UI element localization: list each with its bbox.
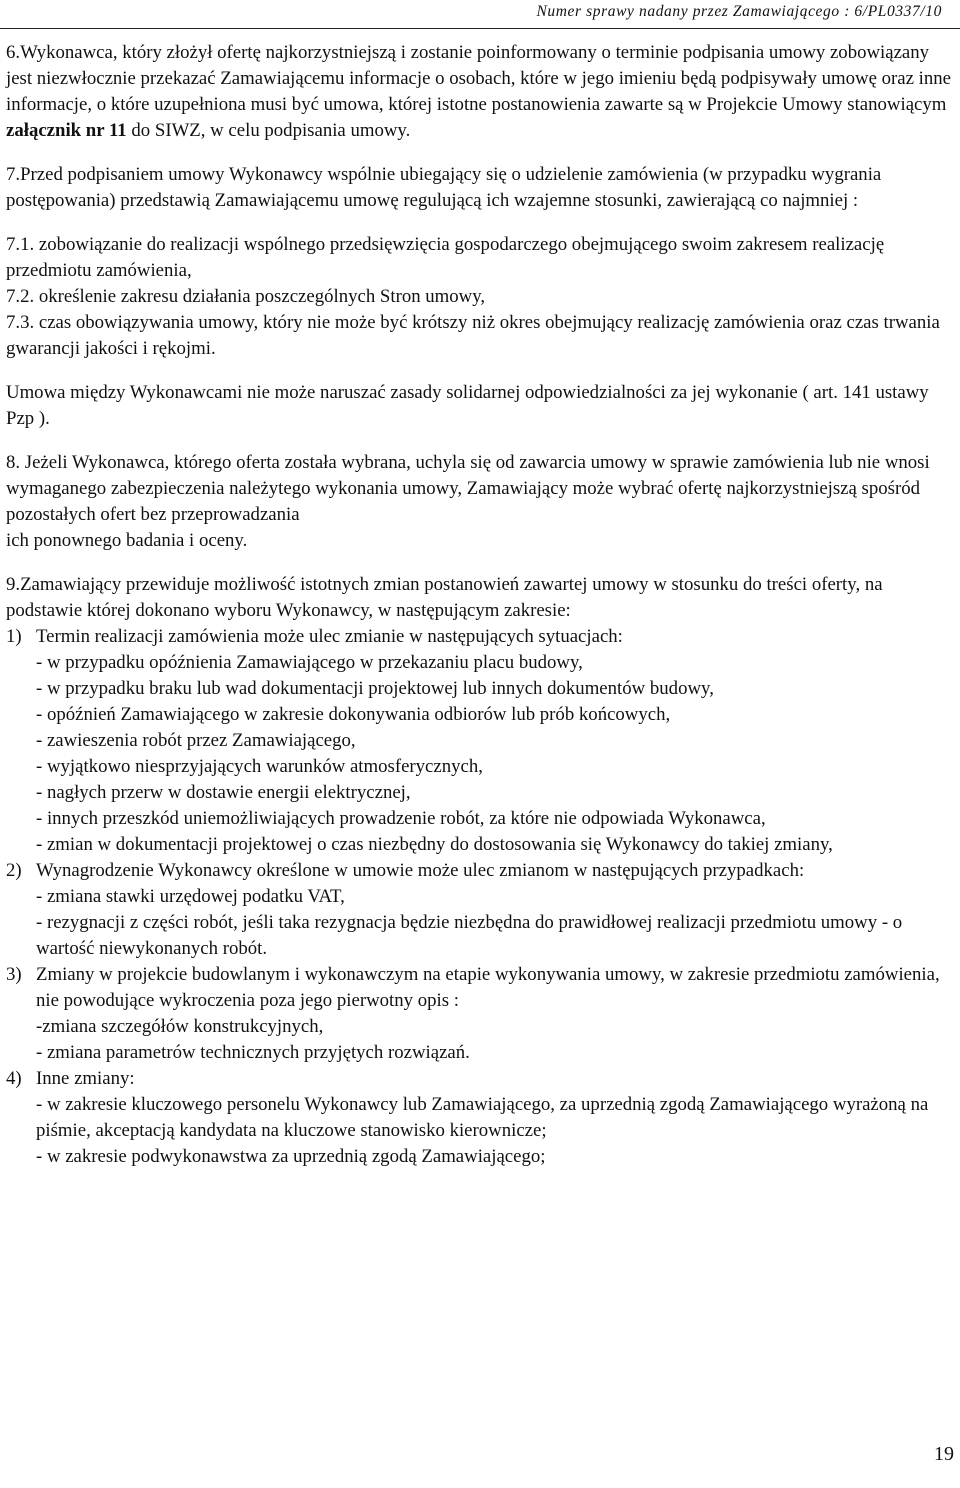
section-9-item xyxy=(6,962,956,1066)
item-point: - zmiana stawki urzędowej podatku VAT, xyxy=(36,886,345,907)
section-8-line: ich ponownego badania i oceny. xyxy=(6,530,248,551)
item-point: - zmiana parametrów technicznych przyjętych rozwiązań. xyxy=(36,1042,470,1063)
item-point: - wyjątkowo niesprzyjających warunków atmosferycznych, xyxy=(36,756,483,777)
section-7-closing: Umowa między Wykonawcami nie może naruszać zasady solidarnej odpowiedzialności za jej wykonanie ( art. 141 ustawy Pzp ). xyxy=(6,382,929,429)
section-9-intro: 9.Zamawiający przewiduje możliwość istotnych zmian postanowień zawartej umowy w stosunku do treści oferty, na podstawie której dokonano wyboru Wykonawcy, w następującym zakresie: xyxy=(6,574,883,621)
section-6-text-a: 6.Wykonawca, który złożył ofertę najkorzystniejszą i zostanie poinformowany o terminie podpisania umowy zobowiązany jest niezwłocznie przekazać Zamawiającemu informacje o osobach, które w jego imieniu będą podpisywały umowę oraz inne informacje, o które uzupełniona musi być umowa, której istotne postanowienia zawarte są w Projekcie Umowy stanowiącym xyxy=(6,42,951,115)
section-6-bold-ref: załącznik nr 11 xyxy=(6,120,127,141)
item-number: 1) xyxy=(6,626,22,647)
item-point: - w zakresie podwykonawstwa za uprzednią zgodą Zamawiającego; xyxy=(36,1146,546,1167)
section-7-intro: 7.Przed podpisaniem umowy Wykonawcy wspólnie ubiegający się o udzielenie zamówienia (w przypadku wygrania postępowania) przedstawią Zamawiającemu umowę regulującą ich wzajemne stosunki, zawierającą co najmniej : xyxy=(6,164,882,211)
page-number: 19 xyxy=(934,1443,954,1465)
item-number: 3) xyxy=(6,964,22,985)
item-point: - w przypadku braku lub wad dokumentacji projektowej lub innych dokumentów budowy, xyxy=(36,678,714,699)
section-7-item: 7.2. określenie zakresu działania poszczególnych Stron umowy, xyxy=(6,286,486,307)
section-7-item: 7.1. zobowiązanie do realizacji wspólnego przedsięwzięcia gospodarczego obejmującego swoim zakresem realizację przedmiotu zamówienia, xyxy=(6,234,885,281)
section-9-item xyxy=(6,1066,956,1170)
item-number: 4) xyxy=(6,1068,22,1089)
item-point: - zawieszenia robót przez Zamawiającego, xyxy=(36,730,356,751)
section-6-text-b: do SIWZ, w celu podpisania umowy. xyxy=(126,120,411,141)
item-point: - nagłych przerw w dostawie energii elektrycznej, xyxy=(36,782,411,803)
section-7-item: 7.3. czas obowiązywania umowy, który nie może być krótszy niż okres obejmujący realizację zamówienia oraz czas trwania gwarancji jakości i rękojmi. xyxy=(6,312,940,359)
document-body xyxy=(6,40,956,1170)
item-point: - zmian w dokumentacji projektowej o czas niezbędny do dostosowania się Wykonawcy do takiej zmiany, xyxy=(36,834,833,855)
item-point: - opóźnień Zamawiającego w zakresie dokonywania odbiorów lub prób końcowych, xyxy=(36,704,671,725)
item-title: Termin realizacji zamówienia może ulec zmianie w następujących sytuacjach: xyxy=(36,626,623,647)
header-rule xyxy=(0,28,960,29)
item-title: Zmiany w projekcie budowlanym i wykonawczym na etapie wykonywania umowy, w zakresie przedmiotu zamówienia, nie powodujące wykroczenia poza jego pierwotny opis : xyxy=(36,964,940,1011)
item-point: - innych przeszkód uniemożliwiających prowadzenie robót, za które nie odpowiada Wykonawca, xyxy=(36,808,766,829)
item-title: Wynagrodzenie Wykonawcy określone w umowie może ulec zmianom w następujących przypadkach: xyxy=(36,860,805,881)
section-9-item xyxy=(6,858,956,962)
item-title: Inne zmiany: xyxy=(36,1068,135,1089)
item-number: 2) xyxy=(6,860,22,881)
item-point: -zmiana szczegółów konstrukcyjnych, xyxy=(36,1016,324,1037)
item-point: - w zakresie kluczowego personelu Wykonawcy lub Zamawiającego, za uprzednią zgodą Zamawiającego wyrażoną na piśmie, akceptacją kandydata na kluczowe stanowisko kierownicze; xyxy=(36,1094,929,1141)
item-point: - rezygnacji z części robót, jeśli taka rezygnacja będzie niezbędna do prawidłowej realizacji przedmiotu umowy - o wartość niewykonanych robót. xyxy=(36,912,903,959)
section-6 xyxy=(6,40,956,144)
section-9-item xyxy=(6,624,956,858)
item-point: - w przypadku opóźnienia Zamawiającego w przekazaniu placu budowy, xyxy=(36,652,583,673)
page-header: Numer sprawy nadany przez Zamawiającego : 6/PL0337/10 xyxy=(536,3,942,20)
section-8-line: 8. Jeżeli Wykonawca, którego oferta została wybrana, uchyla się od zawarcia umowy w sprawie zamówienia lub nie wnosi wymaganego zabezpieczenia należytego wykonania umowy, Zamawiający może wybrać ofertę najkorzystniejszą spośród pozostałych ofert bez przeprowadzania xyxy=(6,452,930,525)
